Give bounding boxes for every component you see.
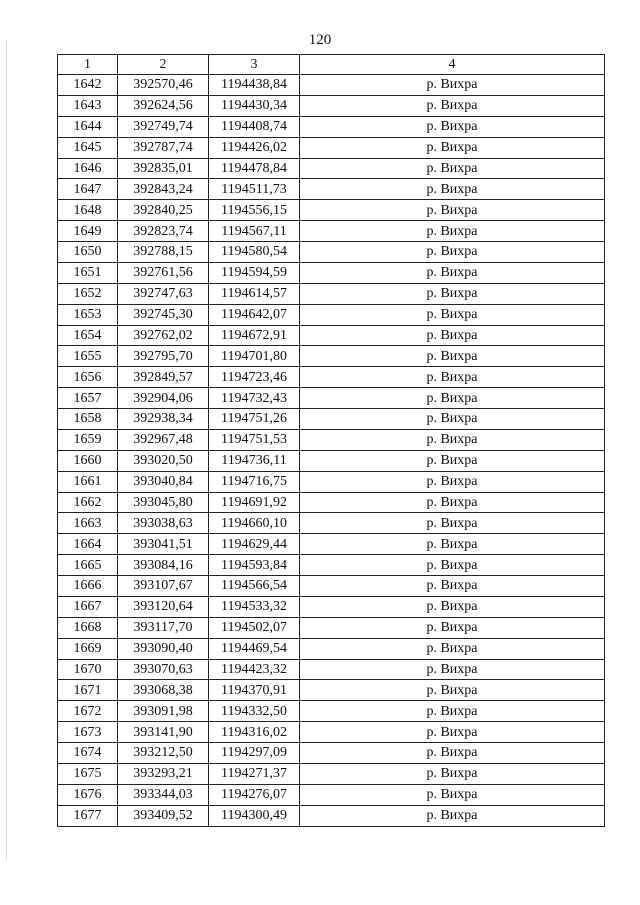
scan-edge-line — [6, 40, 7, 860]
cell-description: р. Вихра — [300, 722, 605, 743]
cell-point-number: 1671 — [58, 680, 118, 701]
table-row — [58, 262, 605, 283]
table-row — [58, 283, 605, 304]
table-row — [58, 242, 605, 263]
cell-description: р. Вихра — [300, 388, 605, 409]
cell-description: р. Вихра — [300, 262, 605, 283]
cell-point-number: 1663 — [58, 513, 118, 534]
cell-description: р. Вихра — [300, 805, 605, 826]
table-row — [58, 116, 605, 137]
cell-description: р. Вихра — [300, 75, 605, 96]
cell-description: р. Вихра — [300, 158, 605, 179]
cell-description: р. Вихра — [300, 346, 605, 367]
header-cell-y: 3 — [209, 55, 300, 75]
cell-y-coordinate: 1194629,44 — [209, 534, 300, 555]
cell-description: р. Вихра — [300, 534, 605, 555]
cell-description: р. Вихра — [300, 179, 605, 200]
table-row — [58, 221, 605, 242]
cell-y-coordinate: 1194567,11 — [209, 221, 300, 242]
cell-y-coordinate: 1194660,10 — [209, 513, 300, 534]
cell-x-coordinate: 393020,50 — [118, 450, 209, 471]
cell-point-number: 1645 — [58, 137, 118, 158]
cell-point-number: 1650 — [58, 242, 118, 263]
cell-description: р. Вихра — [300, 200, 605, 221]
cell-x-coordinate: 392570,46 — [118, 75, 209, 96]
cell-description: р. Вихра — [300, 763, 605, 784]
cell-x-coordinate: 392747,63 — [118, 283, 209, 304]
cell-description: р. Вихра — [300, 701, 605, 722]
cell-description: р. Вихра — [300, 242, 605, 263]
cell-y-coordinate: 1194423,32 — [209, 659, 300, 680]
cell-description: р. Вихра — [300, 429, 605, 450]
cell-y-coordinate: 1194511,73 — [209, 179, 300, 200]
cell-x-coordinate: 393041,51 — [118, 534, 209, 555]
cell-y-coordinate: 1194736,11 — [209, 450, 300, 471]
cell-y-coordinate: 1194732,43 — [209, 388, 300, 409]
cell-description: р. Вихра — [300, 492, 605, 513]
cell-x-coordinate: 393293,21 — [118, 763, 209, 784]
cell-description: р. Вихра — [300, 450, 605, 471]
cell-y-coordinate: 1194332,50 — [209, 701, 300, 722]
cell-point-number: 1649 — [58, 221, 118, 242]
cell-point-number: 1651 — [58, 262, 118, 283]
table-row — [58, 534, 605, 555]
cell-x-coordinate: 393045,80 — [118, 492, 209, 513]
cell-description: р. Вихра — [300, 513, 605, 534]
table-row — [58, 179, 605, 200]
cell-x-coordinate: 393107,67 — [118, 576, 209, 597]
cell-description: р. Вихра — [300, 659, 605, 680]
cell-point-number: 1668 — [58, 617, 118, 638]
cell-y-coordinate: 1194502,07 — [209, 617, 300, 638]
cell-y-coordinate: 1194580,54 — [209, 242, 300, 263]
cell-y-coordinate: 1194276,07 — [209, 784, 300, 805]
cell-point-number: 1642 — [58, 75, 118, 96]
cell-description: р. Вихра — [300, 304, 605, 325]
cell-x-coordinate: 392840,25 — [118, 200, 209, 221]
cell-point-number: 1644 — [58, 116, 118, 137]
cell-point-number: 1652 — [58, 283, 118, 304]
cell-y-coordinate: 1194426,02 — [209, 137, 300, 158]
cell-x-coordinate: 393040,84 — [118, 471, 209, 492]
cell-x-coordinate: 393117,70 — [118, 617, 209, 638]
cell-point-number: 1673 — [58, 722, 118, 743]
table-row — [58, 743, 605, 764]
cell-point-number: 1654 — [58, 325, 118, 346]
cell-point-number: 1657 — [58, 388, 118, 409]
cell-y-coordinate: 1194716,75 — [209, 471, 300, 492]
cell-y-coordinate: 1194672,91 — [209, 325, 300, 346]
cell-y-coordinate: 1194751,26 — [209, 409, 300, 430]
cell-x-coordinate: 392823,74 — [118, 221, 209, 242]
table-row — [58, 638, 605, 659]
cell-y-coordinate: 1194751,53 — [209, 429, 300, 450]
page-number: 120 — [308, 32, 332, 48]
table-row — [58, 659, 605, 680]
cell-point-number: 1666 — [58, 576, 118, 597]
cell-point-number: 1675 — [58, 763, 118, 784]
cell-description: р. Вихра — [300, 784, 605, 805]
cell-description: р. Вихра — [300, 409, 605, 430]
cell-x-coordinate: 392843,24 — [118, 179, 209, 200]
cell-description: р. Вихра — [300, 471, 605, 492]
cell-x-coordinate: 393344,03 — [118, 784, 209, 805]
cell-y-coordinate: 1194556,15 — [209, 200, 300, 221]
header-cell-point: 1 — [58, 55, 118, 75]
cell-y-coordinate: 1194614,57 — [209, 283, 300, 304]
cell-y-coordinate: 1194297,09 — [209, 743, 300, 764]
table-row — [58, 763, 605, 784]
cell-point-number: 1674 — [58, 743, 118, 764]
cell-description: р. Вихра — [300, 95, 605, 116]
cell-x-coordinate: 392835,01 — [118, 158, 209, 179]
cell-y-coordinate: 1194316,02 — [209, 722, 300, 743]
cell-y-coordinate: 1194566,54 — [209, 576, 300, 597]
cell-y-coordinate: 1194408,74 — [209, 116, 300, 137]
cell-x-coordinate: 393068,38 — [118, 680, 209, 701]
cell-point-number: 1676 — [58, 784, 118, 805]
cell-description: р. Вихра — [300, 137, 605, 158]
cell-x-coordinate: 392849,57 — [118, 367, 209, 388]
cell-x-coordinate: 392795,70 — [118, 346, 209, 367]
cell-x-coordinate: 392787,74 — [118, 137, 209, 158]
cell-point-number: 1653 — [58, 304, 118, 325]
table-row — [58, 304, 605, 325]
cell-point-number: 1669 — [58, 638, 118, 659]
cell-x-coordinate: 392624,56 — [118, 95, 209, 116]
cell-point-number: 1647 — [58, 179, 118, 200]
table-header-row — [58, 55, 605, 75]
cell-y-coordinate: 1194430,34 — [209, 95, 300, 116]
table-row — [58, 75, 605, 96]
cell-point-number: 1646 — [58, 158, 118, 179]
cell-x-coordinate: 393120,64 — [118, 596, 209, 617]
cell-x-coordinate: 392762,02 — [118, 325, 209, 346]
cell-x-coordinate: 392904,06 — [118, 388, 209, 409]
cell-x-coordinate: 393090,40 — [118, 638, 209, 659]
cell-y-coordinate: 1194478,84 — [209, 158, 300, 179]
cell-x-coordinate: 392788,15 — [118, 242, 209, 263]
cell-description: р. Вихра — [300, 555, 605, 576]
cell-point-number: 1664 — [58, 534, 118, 555]
table-row — [58, 722, 605, 743]
table-row — [58, 450, 605, 471]
cell-x-coordinate: 393070,63 — [118, 659, 209, 680]
table-row — [58, 617, 605, 638]
cell-description: р. Вихра — [300, 576, 605, 597]
table-row — [58, 784, 605, 805]
table-row — [58, 513, 605, 534]
table-row — [58, 429, 605, 450]
cell-y-coordinate: 1194533,32 — [209, 596, 300, 617]
header-cell-description: 4 — [300, 55, 605, 75]
cell-x-coordinate: 392749,74 — [118, 116, 209, 137]
cell-point-number: 1672 — [58, 701, 118, 722]
cell-x-coordinate: 393409,52 — [118, 805, 209, 826]
cell-x-coordinate: 393091,98 — [118, 701, 209, 722]
cell-description: р. Вихра — [300, 367, 605, 388]
coordinates-table — [57, 54, 605, 827]
cell-point-number: 1659 — [58, 429, 118, 450]
cell-x-coordinate: 393141,90 — [118, 722, 209, 743]
table-row — [58, 409, 605, 430]
cell-point-number: 1677 — [58, 805, 118, 826]
cell-y-coordinate: 1194723,46 — [209, 367, 300, 388]
cell-y-coordinate: 1194438,84 — [209, 75, 300, 96]
cell-x-coordinate: 393212,50 — [118, 743, 209, 764]
table-row — [58, 137, 605, 158]
cell-description: р. Вихра — [300, 617, 605, 638]
cell-y-coordinate: 1194593,84 — [209, 555, 300, 576]
table-row — [58, 492, 605, 513]
cell-description: р. Вихра — [300, 743, 605, 764]
table-row — [58, 95, 605, 116]
cell-point-number: 1655 — [58, 346, 118, 367]
table-row — [58, 576, 605, 597]
cell-x-coordinate: 393038,63 — [118, 513, 209, 534]
cell-x-coordinate: 392761,56 — [118, 262, 209, 283]
cell-description: р. Вихра — [300, 596, 605, 617]
cell-description: р. Вихра — [300, 325, 605, 346]
cell-x-coordinate: 392938,34 — [118, 409, 209, 430]
cell-y-coordinate: 1194701,80 — [209, 346, 300, 367]
cell-point-number: 1658 — [58, 409, 118, 430]
table-row — [58, 596, 605, 617]
cell-y-coordinate: 1194594,59 — [209, 262, 300, 283]
table-body — [58, 75, 605, 827]
cell-description: р. Вихра — [300, 116, 605, 137]
table-row — [58, 346, 605, 367]
cell-point-number: 1660 — [58, 450, 118, 471]
cell-y-coordinate: 1194642,07 — [209, 304, 300, 325]
table-row — [58, 701, 605, 722]
cell-description: р. Вихра — [300, 283, 605, 304]
table-row — [58, 325, 605, 346]
cell-point-number: 1667 — [58, 596, 118, 617]
cell-description: р. Вихра — [300, 221, 605, 242]
cell-y-coordinate: 1194370,91 — [209, 680, 300, 701]
table-row — [58, 200, 605, 221]
table-row — [58, 471, 605, 492]
table-row — [58, 805, 605, 826]
table-row — [58, 388, 605, 409]
cell-x-coordinate: 393084,16 — [118, 555, 209, 576]
cell-y-coordinate: 1194469,54 — [209, 638, 300, 659]
table-row — [58, 158, 605, 179]
cell-x-coordinate: 392967,48 — [118, 429, 209, 450]
cell-description: р. Вихра — [300, 680, 605, 701]
table-row — [58, 680, 605, 701]
cell-y-coordinate: 1194300,49 — [209, 805, 300, 826]
cell-point-number: 1670 — [58, 659, 118, 680]
cell-point-number: 1648 — [58, 200, 118, 221]
cell-point-number: 1665 — [58, 555, 118, 576]
header-cell-x: 2 — [118, 55, 209, 75]
cell-point-number: 1643 — [58, 95, 118, 116]
cell-x-coordinate: 392745,30 — [118, 304, 209, 325]
cell-point-number: 1656 — [58, 367, 118, 388]
cell-point-number: 1662 — [58, 492, 118, 513]
cell-y-coordinate: 1194271,37 — [209, 763, 300, 784]
cell-description: р. Вихра — [300, 638, 605, 659]
cell-y-coordinate: 1194691,92 — [209, 492, 300, 513]
table-row — [58, 555, 605, 576]
cell-point-number: 1661 — [58, 471, 118, 492]
table-row — [58, 367, 605, 388]
